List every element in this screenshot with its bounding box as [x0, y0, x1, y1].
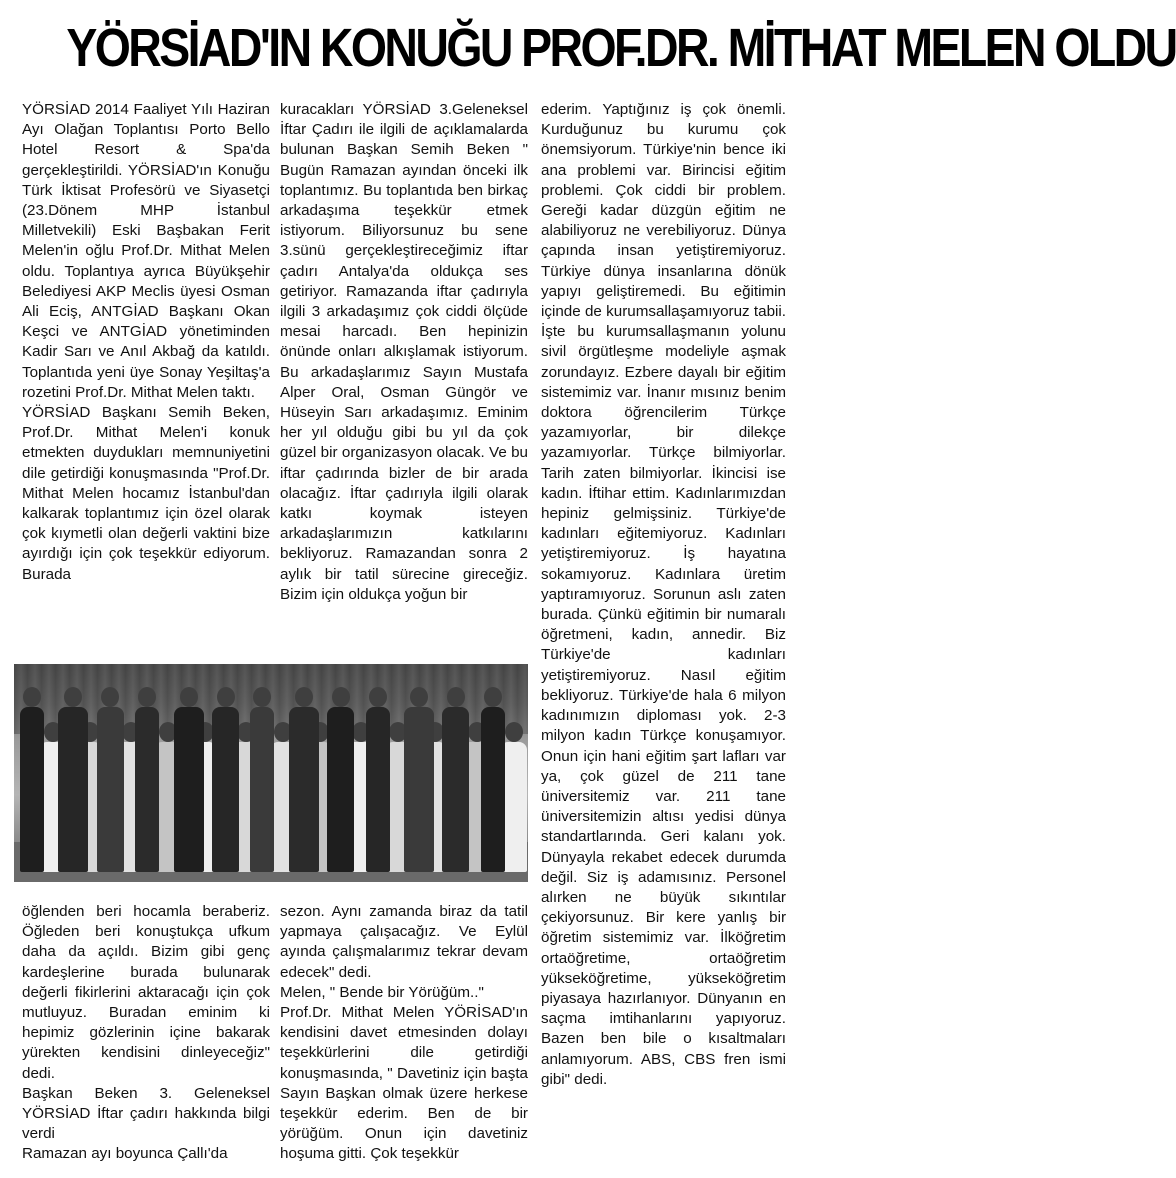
- article-column-1: [22, 100, 270, 585]
- photo-person-head: [138, 687, 156, 707]
- photo-person: [97, 687, 124, 872]
- headline: YÖRSİAD'IN KONUĞU PROF.DR. MİTHAT MELEN OLDU: [66, 18, 1176, 78]
- paragraph: öğlenden beri hocamla beraberiz. Öğleden beri konuştukça ufkum daha da açıldı. Bizim gibi genç kardeşlerine burada bulunarak değerli fikirlerini aktaracağı için çok mutluyuz. Buradan eminim ki hepimiz gözlerinin içine bakarak yürekten kendisini dinleyeceğiz" dedi.: [22, 903, 270, 1082]
- photo-person-head: [295, 687, 313, 707]
- photo-person-head: [217, 687, 235, 707]
- photo-person: [404, 687, 434, 872]
- photo-person-body: [58, 707, 88, 872]
- article-column-3: [541, 100, 786, 1090]
- paragraph: sezon. Aynı zamanda biraz da tatil yapmaya çalışacağız. Ve Eylül ayında çalışmalarımız tekrar devam edecek" dedi.: [280, 903, 528, 981]
- photo-person-head: [23, 687, 41, 707]
- paragraph: ederim. Yaptığınız iş çok önemli. Kurduğunuz bu kurumu çok önemsiyorum. Türkiye'nin bence iki ana problemi var. Birincisi eğitim problemi. Çok ciddi bir problem. Gereği kadar düzgün eğitim ne alabiliyoruz ne verebiliyoruz. Dünya çapında insan yetiştiremiyoruz. Türkiye dünya insanlarına dönük yapıyı geliştiremedi. Bu eğitimin içinde de kurumsallaşamıyoruz tabii. İşte bu kurumsallaşmanın yolunu sivil örgütleşme modeliyle aşmak zorundayız. Ezbere dayalı bir eğitim sistemimiz var. İnanır mısınız benim doktora öğrencilerim Türkçe yazamıyorlar, bir dilekçe yazamıyorlar. Türkçe bilmiyorlar. Tarih zaten bilmiyorlar. İkincisi ise kadın. İftihar ettim. Kadınlarımızdan hepiniz gelmişsiniz. Türkiye'de kadınları eğitemiyoruz. Kadınları yetiştiremiyoruz. İş hayatına sokamıyoruz. Kadınlara üretim yaptıramıyoruz. Sorunun aslı zaten burada. Çünkü eğitimin bir numaralı öğretmeni, kadın, annedir. Biz Türkiye'de kadınları yetiştiremiyoruz. Nasıl eğitim bekliyoruz. Türkiye'de hala 6 milyon kadınımızın diploması yok. 2-3 milyon kadın Türkçe konuşamıyor. Onun için hani eğitim şart lafları var ya, çok güzel de 211 tane üniversitemiz var. 211 tane üniversitemizin altısı yedisi dünya standartlarında. Geri kalanı yok. Dünyayla rekabet edecek durumda değil. Siz iş adamısınız. Personel alırken ne büyük sıkıntılar çekiyorsunuz. Bir kere yanlış bir öğretim sistemimiz var. İlköğretim ortaöğretime, ortaöğretim yükseköğretime, yükseköğretim piyasaya hazırlanıyor. Dünyanın en saçma imtihanlarını yapıyoruz. Bazen ben bile o kısaltmaları anlamıyorum. ABS, CBS fren ismi gibi" dedi.: [541, 101, 786, 1088]
- photo-person-body: [366, 707, 390, 872]
- subheading: Melen, " Bende bir Yörüğüm..": [280, 983, 484, 1001]
- paragraph: Prof.Dr. Mithat Melen YÖRİSAD'ın kendisini davet etmesinden dolayı teşekkürlerini dile getirdiği konuşmasında, " Davetiniz için başta Sayın Başkan olmak üzere herkese teşekkür ederim. Ben de bir yörüğüm. Onun için davetiniz hoşuma gitti. Çok teşekkür: [280, 1004, 528, 1163]
- paragraph: Ramazan ayı boyunca Çallı'da: [22, 1145, 228, 1163]
- photo-person-body: [97, 707, 124, 872]
- group-photo: [14, 664, 528, 882]
- photo-person-body: [20, 707, 44, 872]
- photo-person-head: [410, 687, 428, 707]
- subheading: Başkan Beken 3. Geleneksel YÖRSİAD İftar çadırı hakkında bilgi verdi: [22, 1084, 270, 1143]
- photo-person: [366, 687, 390, 872]
- photo-person-head: [332, 687, 350, 707]
- photo-person-head: [101, 687, 119, 707]
- paragraph: YÖRSİAD Başkanı Semih Beken, Prof.Dr. Mithat Melen'i konuk etmekten duydukları memnuniyetini dile getirdiği konuşmasında "Prof.Dr. Mithat Melen hocamız İstanbul'dan kalkarak toplantımız için özel olarak çok kıymetli olan değerli vaktini bize ayırdığı için çok teşekkür ediyorum. Burada: [22, 404, 270, 583]
- photo-person-head: [369, 687, 387, 707]
- photo-person-body: [250, 707, 274, 872]
- photo-person-head: [484, 687, 502, 707]
- article-column-2: [280, 100, 528, 605]
- photo-person-body: [289, 707, 319, 872]
- article-column-4: [22, 902, 270, 1165]
- photo-person: [250, 687, 274, 872]
- photo-person-head: [447, 687, 465, 707]
- photo-person: [212, 687, 239, 872]
- paragraph: kuracakları YÖRSİAD 3.Geleneksel İftar Çadırı ile ilgili de açıklamalarda bulunan Başkan Semih Beken " Bugün Ramazan ayından önceki ilk toplantımız. Bu toplantıda ben birkaç arkadaşıma teşekkür etmek istiyorum. Biliyorsunuz bu sene 3.sünü gerçekleştireceğimiz iftar çadırı Antalya'da oldukça ses getiriyor. Ramazanda iftar çadırıyla ilgili 3 arkadaşımız çok ciddi ölçüde mesai harcadı. Ben hepinizin önünde onları alkışlamak istiyorum. Bu arkadaşlarımız Sayın Mustafa Alper Oral, Osman Güngör ve Hüseyin Sarı arkadaşımız. Eminim her yıl olduğu gibi bu yıl da çok güzel bir organizasyon olacak. Ve bu iftar çadırında bizler de bir arada olacağız. İftar çadırıyla ilgili olarak katkı koymak isteyen arkadaşlarımızın katkılarını bekliyoruz. Ramazandan sonra 2 aylık bir tatil sürecine gireceğiz. Bizim için oldukça yoğun bir: [280, 101, 528, 603]
- photo-person: [481, 687, 505, 872]
- photo-person-body: [174, 707, 204, 872]
- photo-person-head: [253, 687, 271, 707]
- photo-person-body: [481, 707, 505, 872]
- photo-person-body: [327, 707, 354, 872]
- paragraph: YÖRSİAD 2014 Faaliyet Yılı Haziran Ayı Olağan Toplantısı Porto Bello Hotel Resort & Spa'da gerçekleştirildi. YÖRSİAD'ın Konuğu Türk İktisat Profesörü ve Siyasetçi (23.Dönem MHP İstanbul Milletvekili) Eski Başbakan Ferit Melen'in oğlu Prof.Dr. Mithat Melen oldu. Toplantıya ayrıca Büyükşehir Belediyesi AKP Meclis üyesi Osman Ali Eciş, ANTGİAD Başkanı Okan Keşci ve ANTGİAD yönetiminden Kadir Sarı ve Anıl Akbağ da katıldı. Toplantıda yeni üye Sonay Yeşiltaş'a rozetini Prof.Dr. Mithat Melen taktı.: [22, 101, 270, 401]
- photo-person: [58, 687, 88, 872]
- photo-person: [135, 687, 159, 872]
- photo-person-body: [442, 707, 469, 872]
- article-column-5: [280, 902, 528, 1165]
- photo-person-head: [180, 687, 198, 707]
- photo-person-body: [135, 707, 159, 872]
- photo-person: [289, 687, 319, 872]
- photo-person: [327, 687, 354, 872]
- photo-person-head: [505, 722, 523, 742]
- photo-person: [20, 687, 44, 872]
- photo-person-head: [64, 687, 82, 707]
- photo-person: [174, 687, 204, 872]
- photo-person-body: [212, 707, 239, 872]
- photo-person: [442, 687, 469, 872]
- photo-person-body: [404, 707, 434, 872]
